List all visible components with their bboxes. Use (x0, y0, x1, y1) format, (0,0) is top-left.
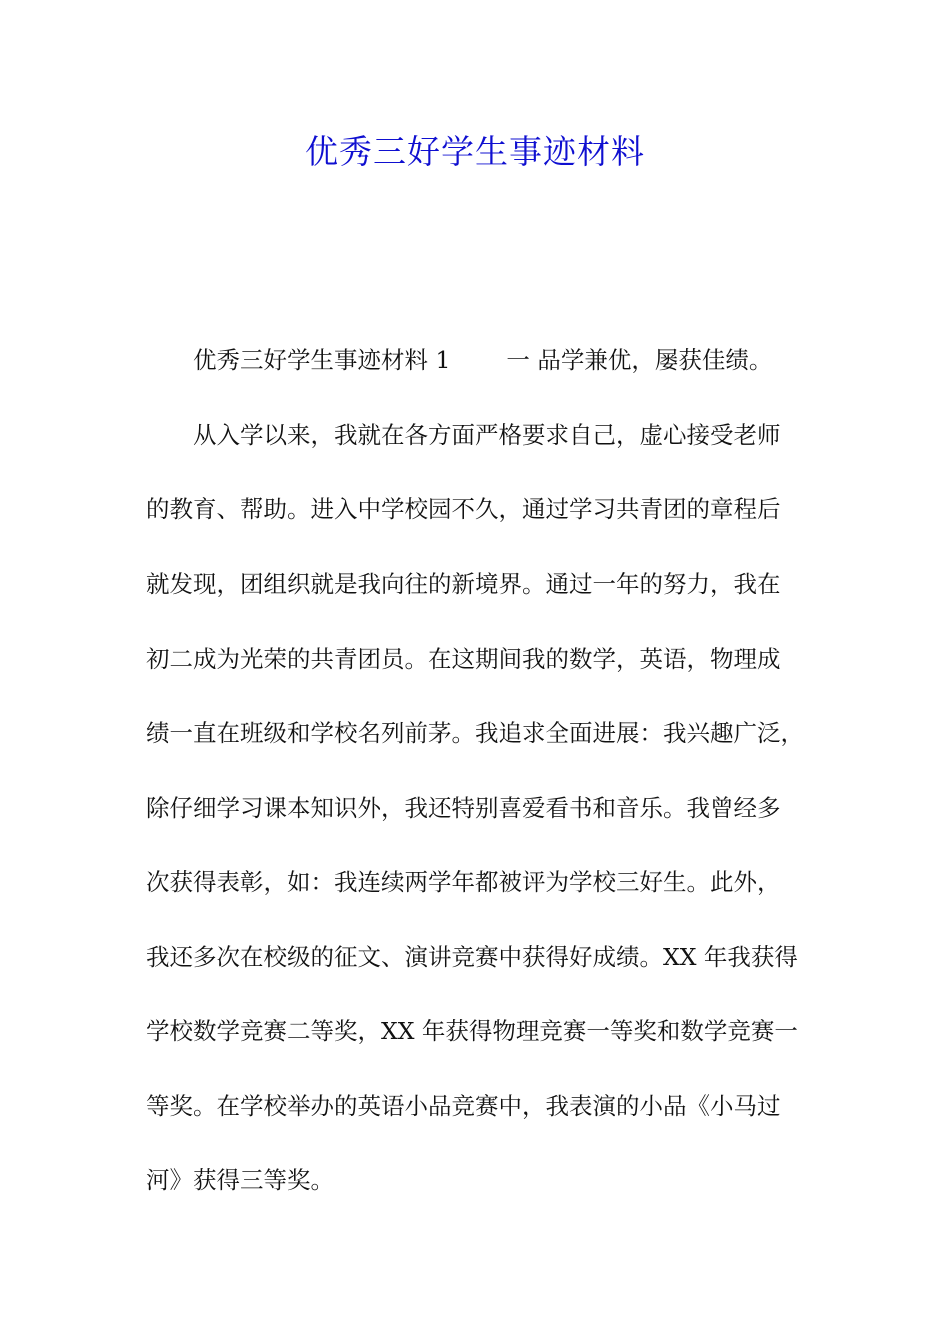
paragraph-line: 次获得表彰，如：我连续两学年都被评为学校三好生。此外， (146, 868, 781, 896)
paragraph-line: 除仔细学习课本知识外，我还特别喜爱看书和音乐。我曾经多 (146, 794, 781, 822)
paragraph-line: 的教育、帮助。进入中学校园不久，通过学习共青团的章程后 (146, 495, 781, 523)
paragraph-line: 从入学以来，我就在各方面严格要求自己，虚心接受老师 (193, 421, 781, 449)
paragraph-line: 我还多次在校级的征文、演讲竞赛中获得好成绩。XX 年我获得 (146, 943, 798, 971)
paragraph-line: 学校数学竞赛二等奖，XX 年获得物理竞赛一等奖和数学竞赛一 (146, 1017, 798, 1045)
subheading-line (193, 342, 883, 378)
subheading-section: 一 品学兼优，屡获佳绩。 (506, 346, 773, 374)
subheading-label: 优秀三好学生事迹材料 1 (193, 346, 451, 374)
paragraph-line: 河》获得三等奖。 (146, 1166, 334, 1194)
paragraph-line: 等奖。在学校举办的英语小品竞赛中，我表演的小品《小马过 (146, 1092, 781, 1120)
paragraph-line: 就发现，团组织就是我向往的新境界。通过一年的努力，我在 (146, 570, 781, 598)
paragraph-line: 绩一直在班级和学校名列前茅。我追求全面进展：我兴趣广泛， (146, 719, 804, 747)
paragraph-line: 初二成为光荣的共青团员。在这期间我的数学，英语，物理成 (146, 645, 781, 673)
document-title: 优秀三好学生事迹材料 (305, 132, 645, 171)
